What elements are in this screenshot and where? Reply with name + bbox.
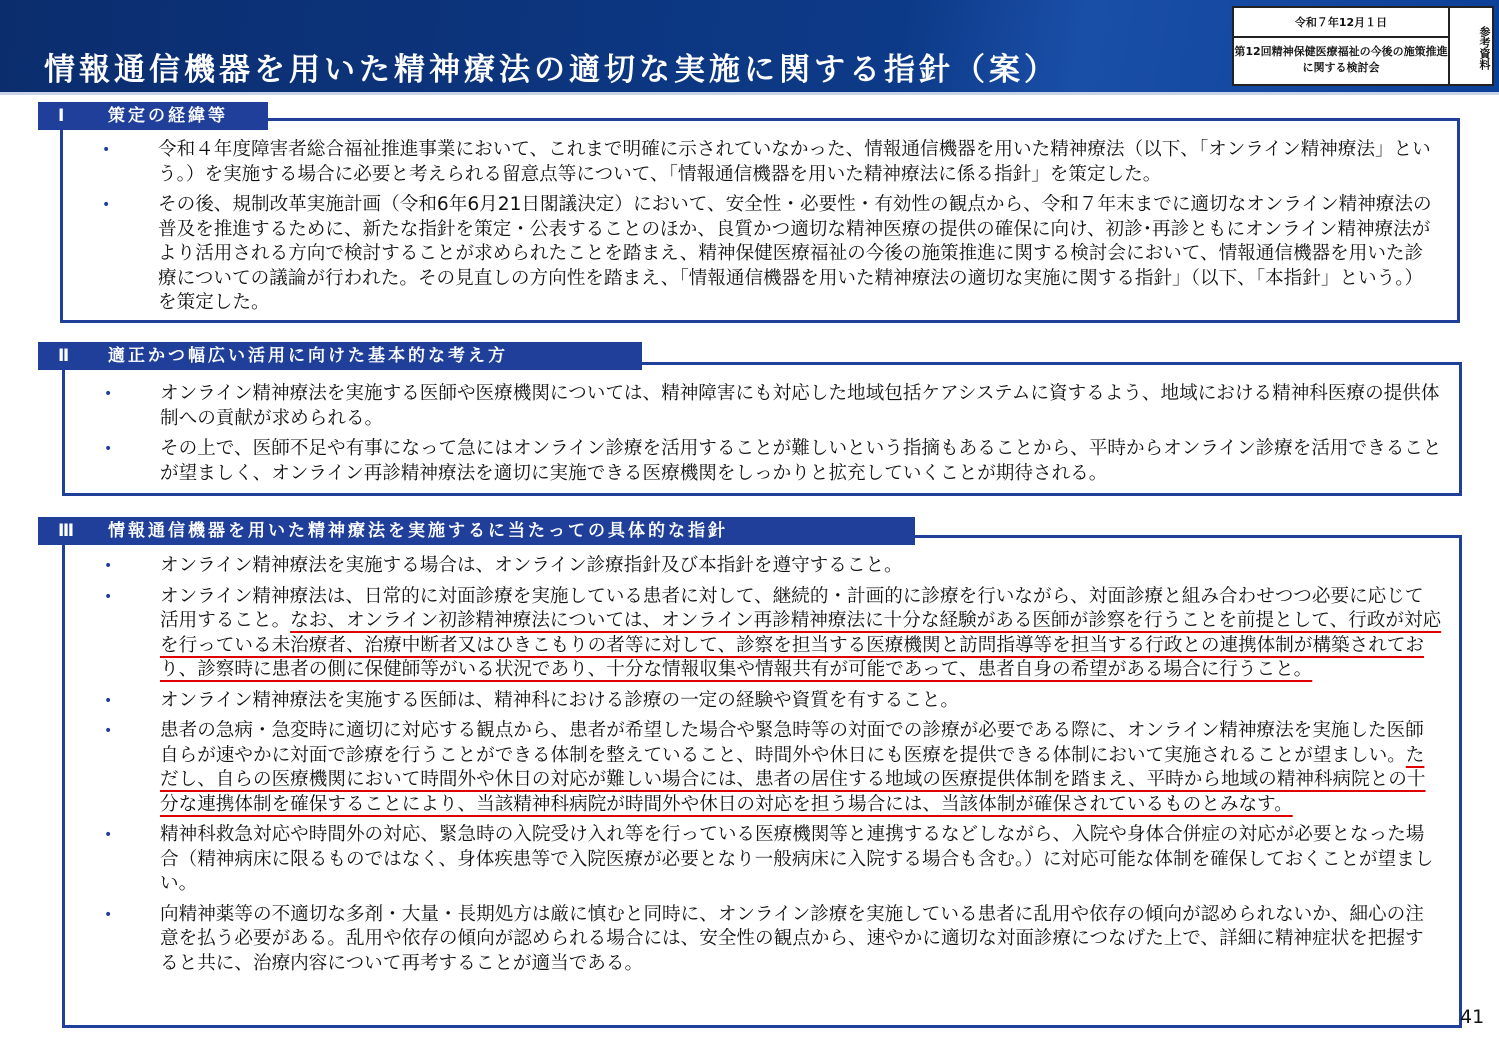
section-2-list: [62, 382, 1442, 492]
underlined-text: ただし、自らの医療機関において時間外や休日の対応が難しい場合には、患者の居住する地域の医療提供体制を踏まえ、平時から地域の精神科病院との十分な連携体制を確保することにより、当該精神科病院が時間外や休日の対応を担う場合には、当該体制が確保されているものとみなす。: [160, 744, 1426, 815]
section-title: 適正かつ幅広い活用に向けた基本的な考え方: [108, 346, 508, 366]
bullet-text: 令和４年度障害者総合福祉推進事業において、これまで明確に示されていなかった、情報通信機器を用いた精神療法（以下、「オンライン精神療法」という。）を実施する場合に必要と考えられる留意点等について、「情報通信機器を用いた精神療法に係る指針」を策定した。: [158, 139, 1431, 185]
underlined-text: なお、オンライン初診精神療法については、オンライン再診精神療法に十分な経験がある医師が診察を行うことを前提として、行政が対応を行っている未治療者、治療中断者又はひきこもりの者等に対して、診察を担当する医療機関と訪問指導等を担当する行政との連携体制が構築されており、診察時に患者の側に保健師等がいる状況であり、十分な情報収集や情報共有が可能であって、患者自身の希望がある場合に行うこと。: [160, 610, 1442, 680]
bullet-item: [60, 138, 1440, 187]
meeting-name: 第12回精神保健医療福祉の今後の施策推進に関する検討会: [1234, 38, 1450, 84]
bullet-item: [62, 903, 1442, 977]
page-title: 情報通信機器を用いた精神療法の適切な実施に関する指針（案）: [44, 52, 1059, 88]
bullet-icon: •: [104, 558, 113, 574]
bullet-item: [62, 689, 1442, 714]
bullet-icon: •: [104, 906, 113, 923]
section-1-list: [60, 138, 1440, 322]
bullet-text: オンライン精神療法を実施する場合は、オンライン診療指針及び本指針を遵守すること。: [160, 555, 903, 576]
slide-header: [0, 0, 1499, 95]
page-number: 41: [1460, 1006, 1485, 1028]
meeting-date: 令和７年12月１日: [1234, 8, 1450, 38]
bullet-text: オンライン精神療法を実施する医師や医療機関については、精神障害にも対応した地域包括ケアシステムに資するよう、地域における精神科医療の提供体制への貢献が求められる。: [160, 383, 1440, 429]
section-2-heading: [38, 342, 642, 370]
bullet-text: オンライン精神療法を実施する医師は、精神科における診療の一定の経験や資質を有すること。: [160, 689, 959, 711]
section-3-heading: [38, 517, 915, 545]
bullet-icon: •: [104, 386, 113, 402]
section-title: 策定の経緯等: [108, 106, 228, 126]
bullet-item: [62, 585, 1442, 683]
section-title: 情報通信機器を用いた精神療法を実施するに当たっての具体的な指針: [108, 521, 728, 541]
bullet-item: [62, 554, 1442, 579]
bullet-icon: •: [104, 441, 113, 457]
bullet-item: [62, 719, 1442, 817]
section-1-heading: [38, 102, 268, 130]
section-number: Ⅲ: [58, 521, 78, 541]
bullet-item: [60, 193, 1440, 316]
bullet-text: その上で、医師不足や有事になって急にはオンライン診療を活用することが難しいという指摘もあることから、平時からオンライン診療を活用できることが望ましく、オンライン再診精神療法を適切に実施できる医療機関をしっかりと拡充していくことが期待される。: [160, 438, 1442, 484]
bullet-text: 向精神薬等の不適切な多剤・大量・長期処方は厳に慎むと同時に、オンライン診療を実施している患者に乱用や依存の傾向が認められないか、細心の注意を払う必要がある。乱用や依存の傾向が認められる場合には、安全性の観点から、速やかに適切な対面診療につなげた上で、詳細に精神症状を把握すると共に、治療内容について再考することが適当である。: [160, 903, 1424, 974]
bullet-text: オンライン精神療法は、日常的に対面診療を実施している患者に対して、継続的・計画的に診療を行いながら、対面診療と組み合わせつつ必要に応じて活用すること。: [160, 585, 1424, 631]
bullet-item: [62, 437, 1442, 486]
bullet-text: 患者の急病・急変時に適切に対応する観点から、患者が希望した場合や緊急時等の対面での診療が必要である際に、オンライン精神療法を実施した医師自らが速やかに対面で診療を行うことができる体制を整えていること、時間外や休日にも医療を提供できる体制において実施されることが望ましい。: [160, 720, 1424, 766]
bullet-item: [62, 382, 1442, 431]
meeting-info-box: [1232, 6, 1494, 86]
bullet-icon: •: [104, 723, 113, 739]
reference-tag: 参考資料: [1478, 26, 1491, 70]
section-number: Ⅰ: [58, 106, 68, 126]
bullet-icon: •: [104, 827, 113, 843]
bullet-icon: •: [104, 692, 113, 709]
bullet-icon: •: [102, 142, 111, 158]
bullet-icon: •: [104, 588, 113, 605]
section-3-list: [62, 554, 1442, 982]
section-number: Ⅱ: [58, 346, 73, 366]
bullet-icon: •: [102, 197, 111, 213]
bullet-item: [62, 823, 1442, 897]
bullet-text: 精神科救急対応や時間外の対応、緊急時の入院受け入れ等を行っている医療機関等と連携するなどしながら、入院や身体合併症の対応が必要となった場合（精神病床に限るものではなく、身体疾患等で入院医療が必要となり一般病床に入院する場合も含む。）に対応可能な体制を確保しておくことが望ましい。: [160, 824, 1434, 894]
bullet-text: その後、規制改革実施計画（令和6年6月21日閣議決定）において、安全性・必要性・有効性の観点から、令和７年末までに適切なオンライン精神療法の普及を推進するために、新たな指針を策定・公表することのほか、良質かつ適切な精神医療の提供の確保に向け、初診･再診ともにオンライン精神療法がより活用される方向で検討することが求められたことを踏まえ、精神保健医療福祉の今後の施策推進に関する検討会において、情報通信機器を用いた診療についての議論が行われた。その見直しの方向性を踏まえ、「情報通信機器を用いた精神療法の適切な実施に関する指針」（以下、「本指針」という。）を策定した。: [158, 194, 1432, 313]
